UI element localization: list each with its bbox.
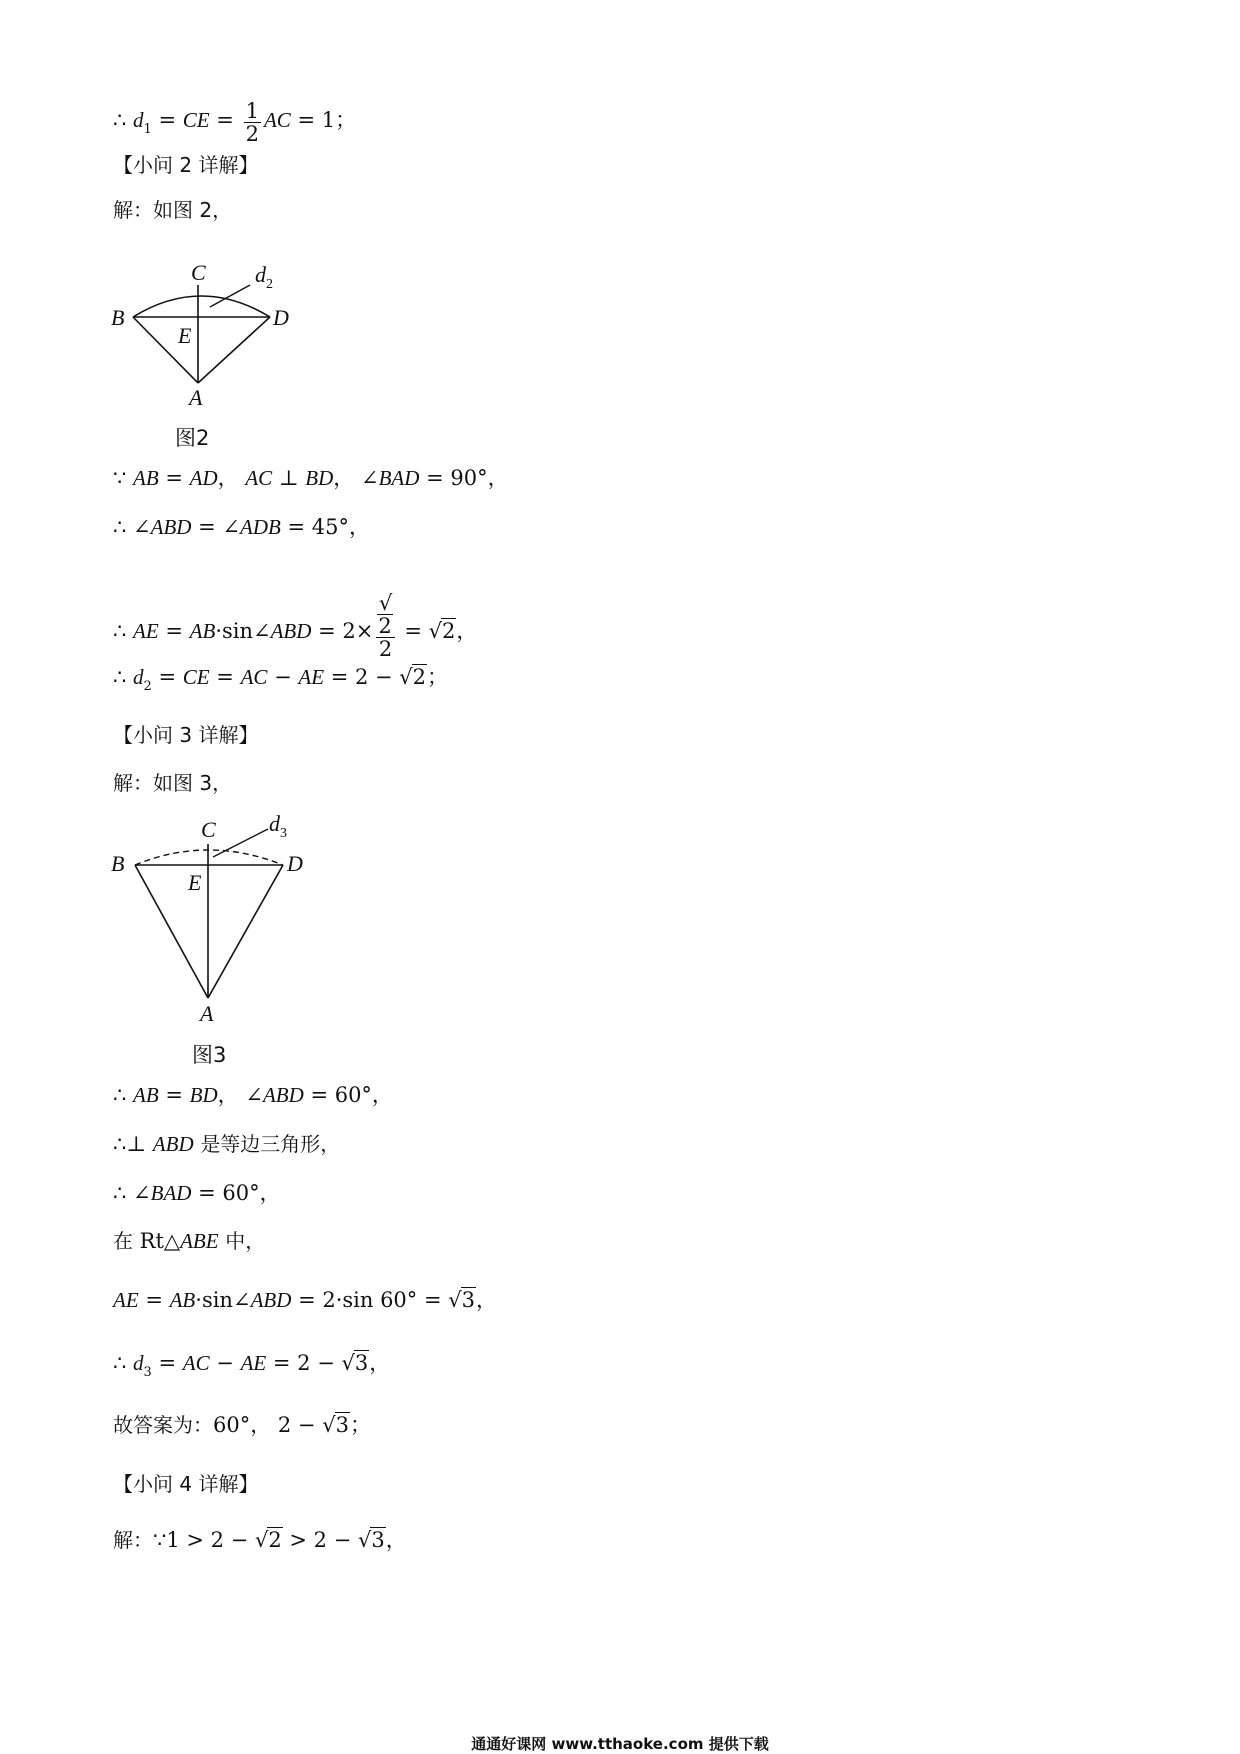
- label-c: C: [191, 260, 206, 285]
- label-a: A: [189, 385, 203, 410]
- equation-line-d1: ∴ $d_1$ = CE = $\frac{1}{2}$ AC = 1；: [113, 99, 357, 147]
- label-b: B: [111, 305, 125, 330]
- section-heading-q2: 【小问 2 详解】: [113, 153, 259, 177]
- fraction-one-half: $\frac{1}{2}$: [245, 99, 259, 147]
- arc-bcd-dashed: [135, 850, 283, 865]
- segment-ad: [198, 317, 270, 383]
- solution-intro-q3: 解：如图 3，: [113, 771, 233, 795]
- figure-3-diagram: [105, 815, 325, 1030]
- fraction-root2-over-2: √ 2 2: [376, 592, 394, 660]
- equation-line-2d: ∴ $d_2$ = CE = AC − AE = 2 − √2；: [113, 665, 449, 694]
- solution-intro-q2: 解：如图 2，: [113, 198, 233, 222]
- answer-line: 故答案为：60°， 2 − √3；: [113, 1413, 371, 1437]
- figure-2-diagram: [105, 255, 305, 415]
- page-footer: 通通好课网 www.tthaoke.com 提供下载: [471, 1735, 769, 1753]
- equation-line-3d: 在 Rt△ABE 中，: [113, 1229, 266, 1253]
- equation-line-3a: ∴ AB = BD， ∠ABD = 60°，: [113, 1083, 393, 1107]
- equation-line-2c: ∴ AE = AB·sin∠ABD = 2× √ 2 2 = √2，: [113, 591, 478, 662]
- label-d-var: $d_3$: [269, 815, 287, 841]
- label-e: E: [188, 870, 202, 895]
- label-c: C: [201, 817, 216, 842]
- label-d: D: [287, 851, 303, 876]
- leader-d3: [213, 829, 268, 857]
- equation-line-2b: ∴ ∠ABD = ∠ADB = 45°，: [113, 515, 371, 539]
- equation-line-3f: ∴ $d_3$ = AC − AE = 2 − √3，: [113, 1351, 391, 1380]
- label-e: E: [178, 323, 192, 348]
- equation-line-3b: ∴⊥ ABD 是等边三角形，: [113, 1132, 341, 1156]
- label-d-var: $d_2$: [255, 262, 273, 292]
- equation-line-3e: AE = AB·sin∠ABD = 2·sin 60° = √3，: [113, 1288, 497, 1312]
- figure-3-caption: 图3: [192, 1043, 227, 1067]
- section-heading-q4: 【小问 4 详解】: [113, 1472, 259, 1496]
- segment-ad: [208, 865, 283, 998]
- equation-line-4a: 解：∵1 > 2 − √2 > 2 − √3，: [113, 1528, 407, 1552]
- equation-line-2a: ∵ AB = AD， AC ⊥ BD， ∠BAD = 90°，: [113, 466, 509, 490]
- label-b: B: [111, 851, 125, 876]
- label-a: A: [200, 1001, 214, 1026]
- arc-bcd: [133, 296, 270, 317]
- section-heading-q3: 【小问 3 详解】: [113, 723, 259, 747]
- label-d: D: [273, 305, 289, 330]
- equation-line-3c: ∴ ∠BAD = 60°，: [113, 1181, 281, 1205]
- figure-2-caption: 图2: [175, 426, 210, 450]
